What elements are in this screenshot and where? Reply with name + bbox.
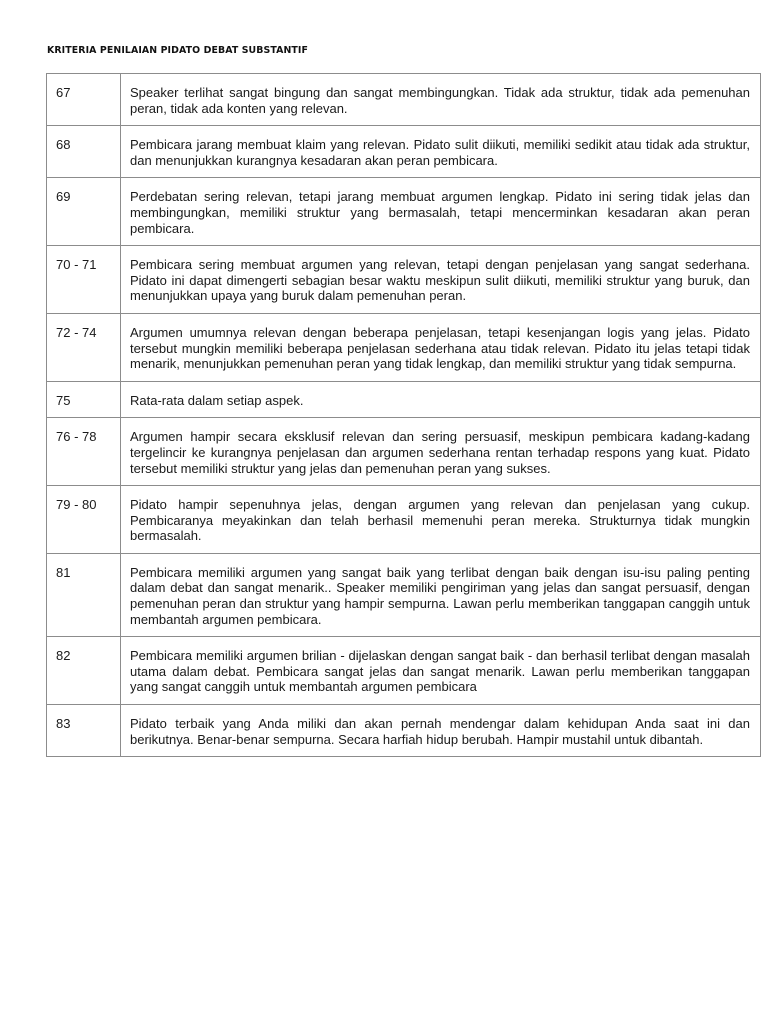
description-cell: Pidato terbaik yang Anda miliki dan akan pernah mendengar dalam kehidupan Anda saat ini dan berikutnya. Benar-benar sempurna. Secara harfiah hidup berubah. Hampir mustahil untuk dibantah. — [121, 705, 761, 757]
criteria-table — [46, 73, 761, 757]
table-row — [47, 126, 761, 178]
table-row — [47, 313, 761, 381]
description-cell: Rata-rata dalam setiap aspek. — [121, 381, 761, 418]
table-row — [47, 553, 761, 636]
score-cell: 76 - 78 — [47, 418, 121, 486]
description-cell: Pembicara memiliki argumen brilian - dijelaskan dengan sangat baik - dan berhasil terlibat dengan masalah utama dalam debat. Pembicara sangat jelas dan sangat menarik. Lawan perlu memberikan tanggapan yang sangat canggih untuk membantah argumen pembicara — [121, 637, 761, 705]
score-cell: 68 — [47, 126, 121, 178]
description-cell: Pembicara memiliki argumen yang sangat baik yang terlibat dengan baik dengan isu-isu paling penting dalam debat dan sangat menarik.. Speaker memiliki pengiriman yang jelas dan sangat persuasif, dengan pemenuhan peran dan struktur yang hampir sempurna. Lawan perlu memberikan tanggapan canggih untuk membantah argumen pembicara. — [121, 553, 761, 636]
description-cell: Pembicara jarang membuat klaim yang relevan. Pidato sulit diikuti, memiliki sedikit atau tidak ada struktur, dan menunjukkan kurangnya kesadaran akan peran pembicara. — [121, 126, 761, 178]
score-cell: 67 — [47, 74, 121, 126]
description-cell: Speaker terlihat sangat bingung dan sangat membingungkan. Tidak ada struktur, tidak ada pemenuhan peran, tidak ada konten yang relevan. — [121, 74, 761, 126]
table-row — [47, 418, 761, 486]
criteria-table-body — [47, 74, 761, 757]
table-row — [47, 74, 761, 126]
table-row — [47, 637, 761, 705]
score-cell: 75 — [47, 381, 121, 418]
description-cell: Argumen hampir secara eksklusif relevan dan sering persuasif, meskipun pembicara kadang-kadang tergelincir ke kurangnya penjelasan dan argumen sederhana rentan terhadap respons yang kuat. Pidato tersebut memiliki struktur yang jelas dan pemenuhan peran yang sukses. — [121, 418, 761, 486]
score-cell: 83 — [47, 705, 121, 757]
description-cell: Pembicara sering membuat argumen yang relevan, tetapi dengan penjelasan yang sangat sederhana. Pidato ini dapat dimengerti sebagian besar waktu meskipun sulit diikuti, memiliki struktur yang buruk, dan menunjukkan upaya yang buruk dalam pemenuhan peran. — [121, 246, 761, 314]
score-cell: 72 - 74 — [47, 313, 121, 381]
table-row — [47, 178, 761, 246]
score-cell: 81 — [47, 553, 121, 636]
table-row — [47, 381, 761, 418]
table-row — [47, 486, 761, 554]
page-title: KRITERIA PENILAIAN PIDATO DEBAT SUBSTANTIF — [47, 45, 309, 56]
description-cell: Perdebatan sering relevan, tetapi jarang membuat argumen lengkap. Pidato ini sering tidak jelas dan membingungkan, memiliki struktur yang bermasalah, tetapi mencerminkan kesadaran akan peran pembicara. — [121, 178, 761, 246]
score-cell: 70 - 71 — [47, 246, 121, 314]
score-cell: 79 - 80 — [47, 486, 121, 554]
table-row — [47, 705, 761, 757]
description-cell: Argumen umumnya relevan dengan beberapa penjelasan, tetapi kesenjangan logis yang jelas. Pidato tersebut mungkin memiliki beberapa penjelasan sederhana atau tidak relevan. Pidato itu jelas tetapi tidak menarik, menunjukkan pemenuhan peran yang tidak lengkap, dan memiliki struktur yang tidak sempurna. — [121, 313, 761, 381]
table-row — [47, 246, 761, 314]
score-cell: 82 — [47, 637, 121, 705]
description-cell: Pidato hampir sepenuhnya jelas, dengan argumen yang relevan dan penjelasan yang cukup. Pembicaranya meyakinkan dan telah berhasil memenuhi peran mereka. Strukturnya tidak mungkin bermasalah. — [121, 486, 761, 554]
score-cell: 69 — [47, 178, 121, 246]
